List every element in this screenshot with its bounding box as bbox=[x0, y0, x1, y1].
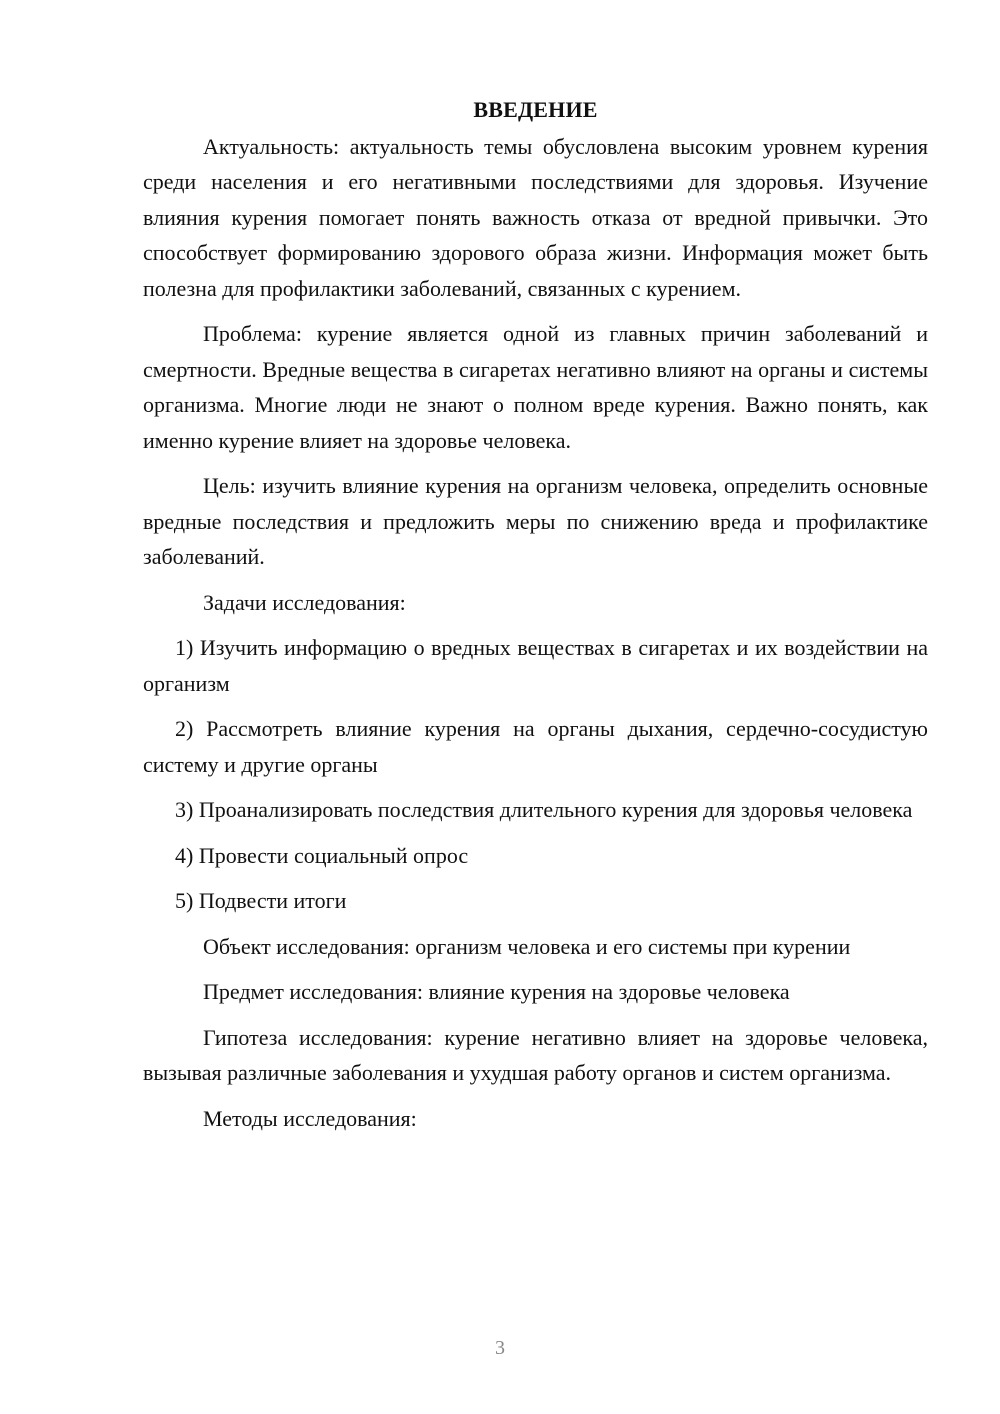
paragraph-object: Объект исследования: организм человека и его системы при курении bbox=[203, 933, 851, 959]
paragraph-problem: Проблема: курение является одной из главных причин заболеваний и смертности. Вредные вещества в сигаретах негативно влияют на органы и системы организма. Многие люди не знают о полном вреде курения. Важно понять, как именно курение влияет на здоровье человека. bbox=[143, 321, 928, 453]
paragraph-subject: Предмет исследования: влияние курения на здоровье человека bbox=[203, 979, 790, 1004]
task-item-5: 5) Подвести итоги bbox=[175, 888, 347, 913]
paragraph-relevance: Актуальность: актуальность темы обусловлена высоким уровнем курения среди населения и его негативными последствиями для здоровья. Изучение влияния курения помогает понять важность отказа от вредной привычки. Это способствует формированию здорового образа жизни. Информация может быть полезна для профилактики заболеваний, связанных с курением. bbox=[143, 133, 928, 301]
methods-heading: Методы исследования: bbox=[203, 1105, 417, 1131]
paragraph-goal: Цель: изучить влияние курения на организм человека, определить основные вредные последствия и предложить меры по снижению вреда и профилактике заболеваний. bbox=[143, 473, 928, 569]
page-content bbox=[143, 92, 928, 1146]
tasks-heading: Задачи исследования: bbox=[203, 589, 406, 615]
task-item-3: 3) Проанализировать последствия длительного курения для здоровья человека bbox=[175, 797, 913, 822]
section-title: ВВЕДЕНИЕ bbox=[473, 97, 598, 122]
task-item-2: 2) Рассмотреть влияние курения на органы дыхания, сердечно-сосудистую систему и другие органы bbox=[143, 716, 928, 777]
task-item-4: 4) Провести социальный опрос bbox=[175, 842, 469, 868]
task-item-1: 1) Изучить информацию о вредных веществах в сигаретах и их воздействии на организм bbox=[143, 635, 928, 696]
page-number: 3 bbox=[495, 1337, 505, 1359]
paragraph-hypothesis: Гипотеза исследования: курение негативно влияет на здоровье человека, вызывая различные заболевания и ухудшая работу органов и систем организма. bbox=[143, 1024, 928, 1085]
